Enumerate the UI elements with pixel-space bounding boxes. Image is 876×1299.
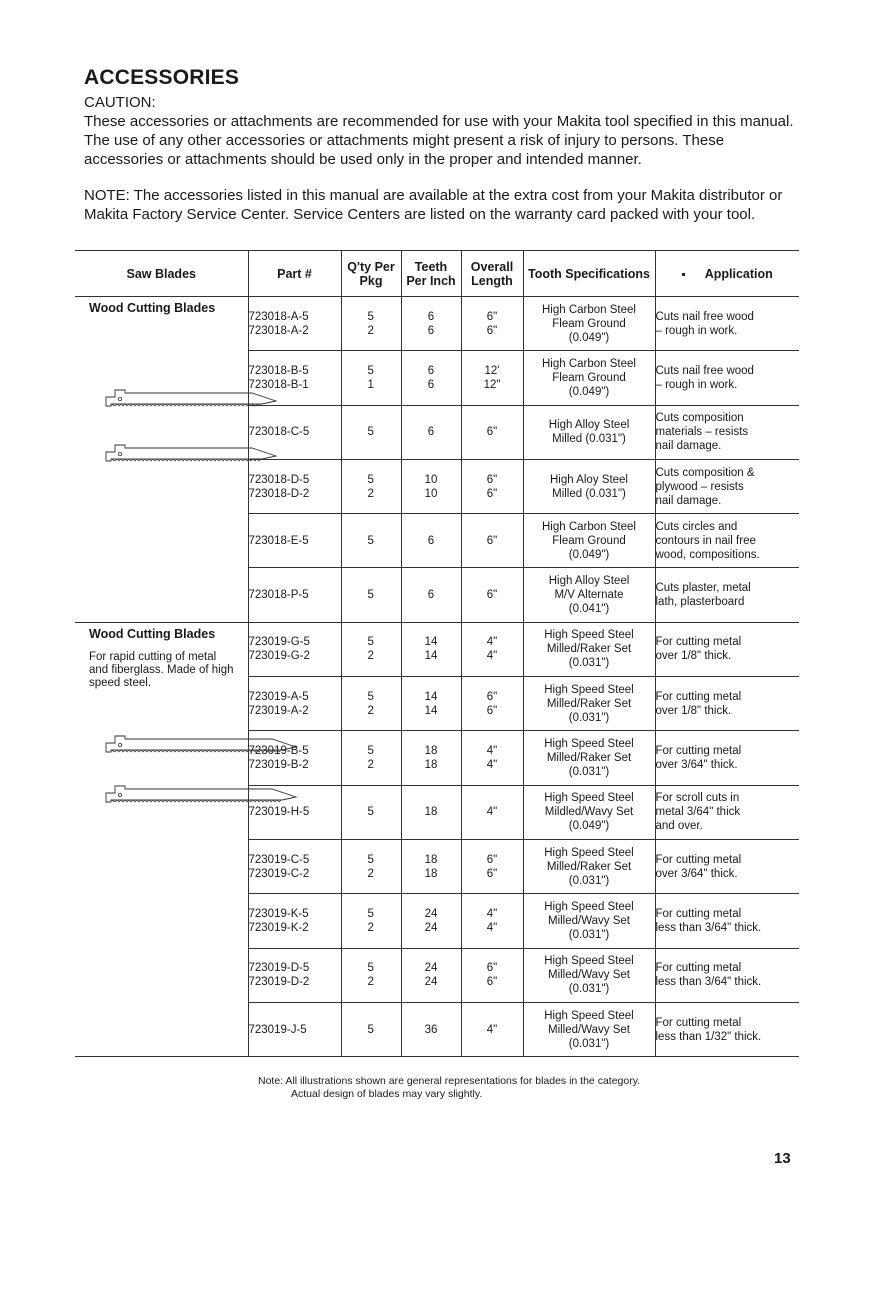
teeth-cell-line: 24 (424, 976, 438, 989)
spec-cell (523, 514, 655, 568)
qty-cell-line: 1 (367, 378, 374, 391)
length-cell-line: 12" (483, 378, 501, 391)
part-cell-line: 723018-B-5 (248, 364, 309, 377)
length-cell (461, 1002, 523, 1056)
length-cell-line: 4" (486, 636, 498, 649)
part-cell-line: 723019-K-2 (248, 921, 309, 934)
length-cell-line: 6" (486, 704, 498, 717)
qty-cell-line: 5 (367, 534, 374, 547)
qty-cell-line: 5 (367, 1023, 374, 1036)
teeth-cell-line: 6 (427, 426, 435, 439)
qty-cell-line: 2 (367, 921, 374, 934)
qty-cell (341, 297, 401, 351)
category-description: For rapid cutting of metal and fiberglass. Made of high speed steel. (89, 650, 234, 689)
length-cell-line: 4" (486, 1023, 498, 1036)
qty-cell-line: 5 (367, 364, 374, 377)
spec-cell-line: (0.031") (568, 657, 610, 670)
illustration-note (258, 1075, 640, 1101)
qty-cell (341, 839, 401, 893)
length-cell (461, 731, 523, 785)
length-cell (461, 622, 523, 676)
qty-cell-line: 2 (367, 324, 374, 337)
part-cell-line: 723019-B-5 (248, 745, 309, 758)
spec-cell-line: Fleam Ground (552, 371, 626, 384)
teeth-cell (401, 1002, 461, 1056)
teeth-cell-line: 14 (424, 650, 438, 663)
length-cell-line: 6" (486, 487, 498, 500)
teeth-cell-line: 6 (427, 534, 435, 547)
application-cell (655, 459, 799, 513)
application-cell (655, 731, 799, 785)
length-cell-line: 6" (486, 534, 498, 547)
teeth-cell (401, 785, 461, 839)
header-spec: Tooth Specifications (523, 251, 655, 297)
spec-cell-line: Milled/Wavy Set (547, 914, 630, 927)
spec-cell (523, 568, 655, 622)
spec-cell (523, 731, 655, 785)
part-cell-line: 723018-B-1 (248, 378, 309, 391)
application-cell-line: nail damage. (655, 494, 722, 507)
application-cell-line: nail damage. (655, 440, 722, 453)
teeth-cell-line: 36 (424, 1023, 438, 1036)
header-teeth: Teeth Per Inch (401, 251, 461, 297)
spec-cell-line: High Speed Steel (544, 629, 634, 642)
application-cell-line: Cuts circles and (655, 520, 738, 533)
length-cell-line: 4" (486, 650, 498, 663)
saw-blade-icon (105, 387, 280, 409)
qty-cell-line: 5 (367, 806, 374, 819)
part-cell (248, 1002, 341, 1056)
length-cell-line: 6" (486, 473, 498, 486)
spec-cell (523, 297, 655, 351)
qty-cell-line: 5 (367, 426, 374, 439)
qty-cell-line: 5 (367, 473, 374, 486)
qty-cell-line: 5 (367, 310, 374, 323)
part-cell-line: 723019-A-5 (248, 690, 309, 703)
spec-cell-line: (0.031") (568, 928, 610, 941)
spec-cell-line: Mildled/Wavy Set (544, 806, 634, 819)
category-title: Wood Cutting Blades (89, 301, 216, 315)
spec-cell-line: (0.031") (568, 983, 610, 996)
part-cell-line: 723019-H-5 (248, 806, 310, 819)
spec-cell-line: (0.031") (568, 874, 610, 887)
spec-cell (523, 351, 655, 405)
spec-cell-line: Milled (0.031") (552, 433, 626, 446)
application-cell (655, 894, 799, 948)
application-cell-line: over 1/8" thick. (655, 704, 732, 717)
part-cell-line: 723018-E-5 (248, 534, 309, 547)
saw-blade-icon (105, 442, 280, 464)
spec-cell-line: (0.031") (568, 711, 610, 724)
application-cell-line: less than 1/32" thick. (655, 1030, 762, 1043)
application-cell-line: – rough in work. (655, 324, 738, 337)
part-cell-line: 723019-C-2 (248, 867, 310, 880)
part-cell-line: 723018-C-5 (248, 426, 310, 439)
spec-cell-line: Fleam Ground (552, 317, 626, 330)
part-cell-line: 723019-C-5 (248, 853, 310, 866)
qty-cell (341, 731, 401, 785)
part-cell-line: 723019-K-5 (248, 907, 309, 920)
length-cell (461, 894, 523, 948)
page-title: ACCESSORIES (84, 66, 240, 89)
spec-cell-line: Milled/Raker Set (546, 860, 632, 873)
spec-cell-line: Milled (0.031") (552, 487, 626, 500)
application-cell (655, 568, 799, 622)
caution-paragraph: These accessories or attachments are recommended for use with your Makita tool specified in this manual. The use of any other accessories or attachments might present a risk of injury to persons. These accessories or attachments should be used only in the proper and intended manner. (84, 113, 794, 168)
length-cell (461, 351, 523, 405)
spec-cell-line: Milled/Wavy Set (547, 1023, 630, 1036)
part-cell-line: 723018-P-5 (248, 589, 309, 602)
table-row (75, 622, 799, 676)
qty-cell-line: 2 (367, 976, 374, 989)
part-cell-line: 723018-A-5 (248, 310, 309, 323)
teeth-cell-line: 14 (424, 704, 438, 717)
part-cell (248, 459, 341, 513)
accessories-table (75, 250, 799, 1057)
qty-cell-line: 2 (367, 704, 374, 717)
qty-cell (341, 622, 401, 676)
spec-cell-line: High Carbon Steel (542, 303, 636, 316)
spec-cell-line: High Alloy Steel (548, 419, 630, 432)
application-cell-line: wood, compositions. (655, 548, 760, 561)
qty-cell (341, 948, 401, 1002)
application-cell-line: Cuts nail free wood (655, 310, 754, 323)
part-cell-line: 723019-G-2 (248, 650, 310, 663)
part-cell-line: 723018-A-2 (248, 324, 309, 337)
application-cell-line: For cutting metal (655, 636, 742, 649)
teeth-cell (401, 514, 461, 568)
spec-cell-line: (0.031") (568, 766, 610, 779)
note-line-2: Actual design of blades may vary slightly. (291, 1088, 483, 1100)
spec-cell (523, 894, 655, 948)
saw-blade-icon (105, 783, 300, 805)
saw-blade-icon (105, 733, 300, 755)
spec-cell-line: (0.049") (568, 548, 610, 561)
spec-cell-line: (0.049") (568, 385, 610, 398)
part-cell-line: 723018-D-2 (248, 487, 310, 500)
spec-cell-line: (0.031") (568, 1037, 610, 1050)
spec-cell-line: High Speed Steel (544, 900, 634, 913)
note-paragraph: NOTE: The accessories listed in this manual are available at the extra cost from your Makita distributor or Makita Factory Service Center. Service Centers are listed on the warranty card packed with your tool. (84, 187, 783, 223)
application-cell-line: For cutting metal (655, 745, 742, 758)
spec-cell (523, 839, 655, 893)
teeth-cell (401, 839, 461, 893)
teeth-cell-line: 24 (424, 921, 438, 934)
teeth-cell-line: 6 (427, 324, 435, 337)
spec-cell-line: (0.049") (568, 820, 610, 833)
application-cell (655, 948, 799, 1002)
header-qty: Q'ty Per Pkg (341, 251, 401, 297)
teeth-cell-line: 10 (424, 473, 438, 486)
bullet-mark (682, 273, 685, 276)
spec-cell-line: Fleam Ground (552, 534, 626, 547)
length-cell-line: 12' (484, 364, 500, 377)
length-cell-line: 6" (486, 867, 498, 880)
part-cell (248, 839, 341, 893)
qty-cell (341, 785, 401, 839)
spec-cell-line: High Speed Steel (544, 683, 634, 696)
spec-cell-line: Milled/Raker Set (546, 697, 632, 710)
qty-cell (341, 514, 401, 568)
spec-cell-line: High Carbon Steel (542, 357, 636, 370)
qty-cell (341, 459, 401, 513)
length-cell (461, 297, 523, 351)
header-saw-blades: Saw Blades (75, 251, 248, 297)
application-cell (655, 297, 799, 351)
application-cell-line: Cuts plaster, metal (655, 582, 751, 595)
teeth-cell (401, 351, 461, 405)
qty-cell-line: 5 (367, 745, 374, 758)
application-cell-line: over 3/64" thick. (655, 759, 738, 772)
part-cell-line: 723019-D-5 (248, 962, 310, 975)
length-cell-line: 4" (486, 745, 498, 758)
part-cell (248, 622, 341, 676)
category-title: Wood Cutting Blades (89, 626, 216, 641)
teeth-cell-line: 18 (424, 853, 438, 866)
application-cell-line: metal 3/64" thick (655, 806, 741, 819)
application-cell-line: materials – resists (655, 426, 749, 439)
part-cell-line: 723019-J-5 (248, 1023, 307, 1036)
application-cell (655, 351, 799, 405)
spec-cell (523, 622, 655, 676)
spec-cell (523, 948, 655, 1002)
part-cell-line: 723019-G-5 (248, 636, 310, 649)
application-cell-line: For cutting metal (655, 853, 742, 866)
teeth-cell (401, 568, 461, 622)
teeth-cell-line: 18 (424, 759, 438, 772)
spec-cell-line: High Carbon Steel (542, 520, 636, 533)
application-cell-line: For cutting metal (655, 907, 742, 920)
application-cell-line: Cuts composition (655, 412, 744, 425)
spec-cell-line: High Speed Steel (544, 1009, 634, 1022)
teeth-cell-line: 6 (427, 378, 435, 391)
table-row (75, 297, 799, 351)
length-cell-line: 6" (486, 310, 498, 323)
length-cell-line: 6" (486, 962, 498, 975)
spec-cell-line: High Speed Steel (544, 738, 634, 751)
table-body (75, 297, 799, 1057)
spec-cell (523, 459, 655, 513)
teeth-cell (401, 677, 461, 731)
spec-cell-line: Milled/Raker Set (546, 643, 632, 656)
length-cell (461, 785, 523, 839)
teeth-cell-line: 18 (424, 867, 438, 880)
teeth-cell (401, 894, 461, 948)
header-part: Part # (248, 251, 341, 297)
application-cell-line: Cuts composition & (655, 466, 755, 479)
application-cell-line: Cuts nail free wood (655, 364, 754, 377)
qty-cell (341, 568, 401, 622)
qty-cell-line: 5 (367, 962, 374, 975)
spec-cell-line: (0.049") (568, 331, 610, 344)
application-cell (655, 514, 799, 568)
length-cell (461, 514, 523, 568)
table-header-row (75, 251, 799, 297)
length-cell-line: 6" (486, 426, 498, 439)
application-cell-line: contours in nail free (655, 534, 756, 547)
length-cell-line: 6" (486, 976, 498, 989)
application-cell (655, 405, 799, 459)
teeth-cell (401, 622, 461, 676)
qty-cell-line: 5 (367, 853, 374, 866)
qty-cell (341, 405, 401, 459)
teeth-cell-line: 6 (427, 310, 435, 323)
teeth-cell-line: 6 (427, 589, 435, 602)
length-cell-line: 4" (486, 806, 498, 819)
application-cell (655, 839, 799, 893)
length-cell-line: 4" (486, 907, 498, 920)
qty-cell-line: 5 (367, 907, 374, 920)
teeth-cell-line: 6 (427, 364, 435, 377)
length-cell-line: 6" (486, 853, 498, 866)
qty-cell-line: 5 (367, 690, 374, 703)
length-cell (461, 677, 523, 731)
length-cell (461, 948, 523, 1002)
length-cell-line: 4" (486, 759, 498, 772)
qty-cell (341, 677, 401, 731)
application-cell-line: plywood – resists (655, 480, 744, 493)
part-cell (248, 568, 341, 622)
spec-cell-line: Milled/Raker Set (546, 752, 632, 765)
qty-cell (341, 894, 401, 948)
application-cell-line: less than 3/64" thick. (655, 921, 762, 934)
application-cell (655, 1002, 799, 1056)
teeth-cell-line: 14 (424, 636, 438, 649)
category-cell (75, 297, 248, 623)
spec-cell-line: High Alloy Steel (548, 575, 630, 588)
qty-cell-line: 5 (367, 636, 374, 649)
part-cell-line: 723018-D-5 (248, 473, 310, 486)
length-cell-line: 6" (486, 589, 498, 602)
qty-cell-line: 2 (367, 487, 374, 500)
part-cell (248, 677, 341, 731)
teeth-cell-line: 18 (424, 745, 438, 758)
part-cell (248, 948, 341, 1002)
note-line-1: Note: All illustrations shown are general representations for blades in the category. (258, 1075, 641, 1087)
length-cell-line: 6" (486, 690, 498, 703)
length-cell-line: 4" (486, 921, 498, 934)
teeth-cell-line: 10 (424, 487, 438, 500)
teeth-cell (401, 459, 461, 513)
application-cell-line: – rough in work. (655, 378, 738, 391)
spec-cell-line: M/V Alternate (554, 589, 624, 602)
qty-cell-line: 2 (367, 867, 374, 880)
part-cell (248, 894, 341, 948)
application-cell-line: For scroll cuts in (655, 792, 740, 805)
teeth-cell-line: 14 (424, 690, 438, 703)
application-cell (655, 677, 799, 731)
application-cell-line: For cutting metal (655, 1016, 742, 1029)
part-cell (248, 297, 341, 351)
part-cell-line: 723019-B-2 (248, 759, 309, 772)
header-length: Overall Length (461, 251, 523, 297)
page-number: 13 (774, 1150, 791, 1167)
teeth-cell-line: 18 (424, 806, 438, 819)
length-cell (461, 568, 523, 622)
application-cell-line: and over. (655, 820, 703, 833)
qty-cell (341, 1002, 401, 1056)
spec-cell (523, 785, 655, 839)
application-cell-line: over 3/64" thick. (655, 867, 738, 880)
length-cell-line: 6" (486, 324, 498, 337)
header-application: Application (655, 251, 799, 297)
spec-cell-line: Milled/Wavy Set (547, 969, 630, 982)
spec-cell-line: High Speed Steel (544, 846, 634, 859)
application-cell (655, 622, 799, 676)
spec-cell (523, 677, 655, 731)
application-cell-line: less than 3/64" thick. (655, 976, 762, 989)
spec-cell-line: High Speed Steel (544, 955, 634, 968)
qty-cell-line: 2 (367, 650, 374, 663)
teeth-cell (401, 405, 461, 459)
teeth-cell (401, 297, 461, 351)
spec-cell-line: High Aloy Steel (550, 473, 628, 486)
application-cell-line: For cutting metal (655, 690, 742, 703)
application-cell-line: For cutting metal (655, 962, 742, 975)
qty-cell (341, 351, 401, 405)
part-cell (248, 514, 341, 568)
teeth-cell (401, 948, 461, 1002)
length-cell (461, 405, 523, 459)
teeth-cell-line: 24 (424, 962, 438, 975)
spec-cell-line: High Speed Steel (544, 792, 634, 805)
teeth-cell (401, 731, 461, 785)
category-cell (75, 622, 248, 1056)
length-cell (461, 459, 523, 513)
spec-cell (523, 405, 655, 459)
spec-cell-line: (0.041") (568, 603, 610, 616)
qty-cell-line: 2 (367, 759, 374, 772)
caution-label: CAUTION: (84, 94, 156, 111)
length-cell (461, 839, 523, 893)
qty-cell-line: 5 (367, 589, 374, 602)
teeth-cell-line: 24 (424, 907, 438, 920)
spec-cell (523, 1002, 655, 1056)
part-cell-line: 723019-A-2 (248, 704, 309, 717)
application-cell (655, 785, 799, 839)
part-cell-line: 723019-D-2 (248, 976, 310, 989)
application-cell-line: lath, plasterboard (655, 596, 745, 609)
application-cell-line: over 1/8" thick. (655, 650, 732, 663)
